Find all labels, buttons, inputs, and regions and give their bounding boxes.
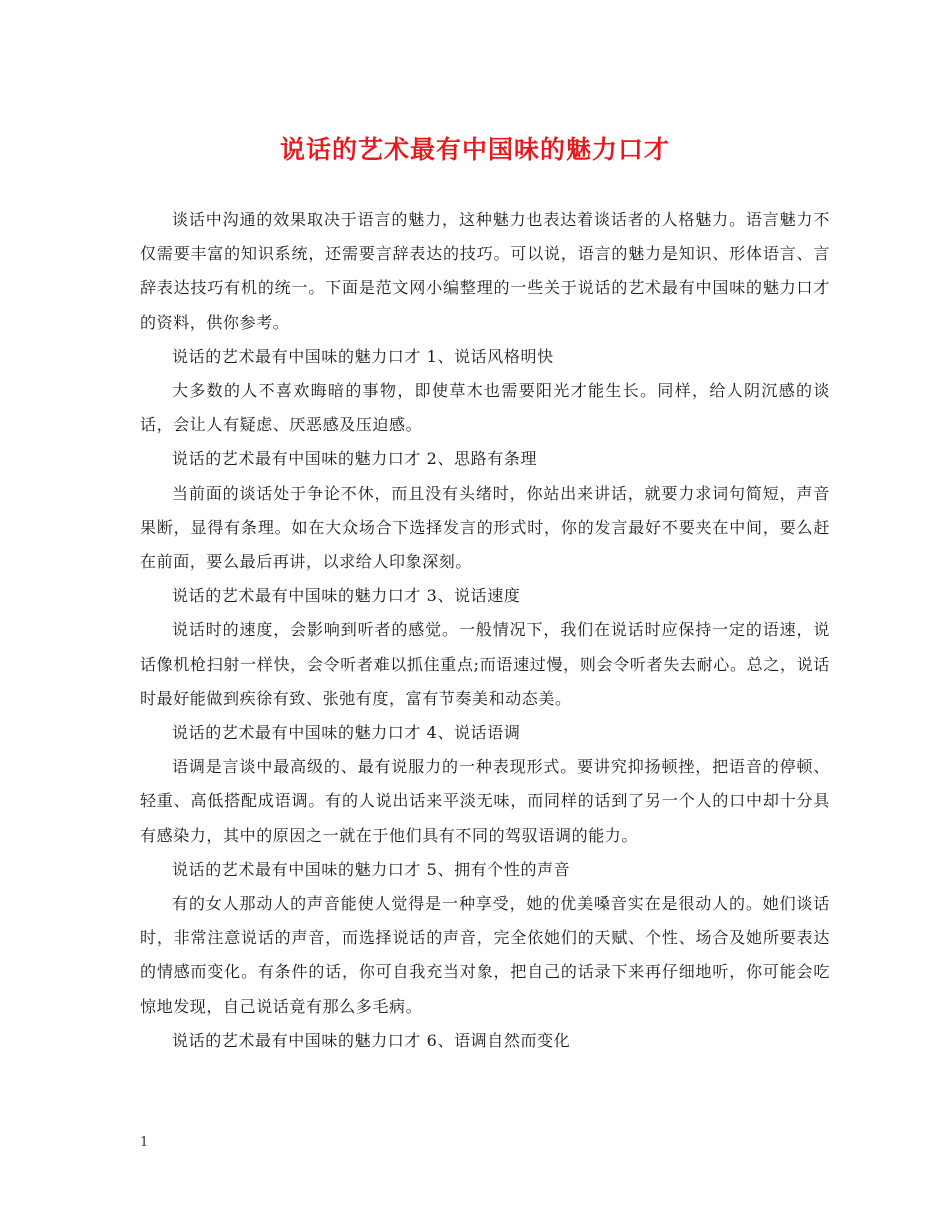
section-body-4: 语调是言谈中最高级的、最有说服力的一种表现形式。要讲究抑扬顿挫，把语音的停顿、轻重、高低搭配成语调。有的人说出话来平淡无味，而同样的话到了另一个人的口中却十分具有感染力，其中的原因之一就在于他们具有不同的驾驭语调的能力。 bbox=[140, 757, 830, 845]
section-heading-3: 说话的艺术最有中国味的魅力口才 3、说话速度 bbox=[172, 586, 521, 606]
section-body-3: 说话时的速度，会影响到听者的感觉。一般情况下，我们在说话时应保持一定的语速，说话像机枪扫射一样快，会令听者难以抓住重点;而语速过慢，则会令听者失去耐心。总之，说话时最好能做到疾徐有致、张弛有度，富有节奏美和动态美。 bbox=[140, 620, 830, 708]
section-heading-1: 说话的艺术最有中国味的魅力口才 1、说话风格明快 bbox=[172, 346, 554, 366]
document-title: 说话的艺术最有中国味的魅力口才 bbox=[279, 135, 670, 164]
intro-paragraph: 谈话中沟通的效果取决于语言的魅力，这种魅力也表达着谈话者的人格魅力。语言魅力不仅需要丰富的知识系统，还需要言辞表达的技巧。可以说，语言的魅力是知识、形体语言、言辞表达技巧有机的统一。下面是范文网小编整理的一些关于说话的艺术最有中国味的魅力口才的资料，供你参考。 bbox=[140, 210, 830, 332]
section-heading-5: 说话的艺术最有中国味的魅力口才 5、拥有个性的声音 bbox=[172, 859, 571, 879]
section-heading-6: 说话的艺术最有中国味的魅力口才 6、语调自然而变化 bbox=[172, 1030, 571, 1050]
document-body bbox=[140, 203, 830, 1058]
section-body-5: 有的女人那动人的声音能使人觉得是一种享受，她的优美嗓音实在是很动人的。她们谈话时，非常注意说话的声音，而选择说话的声音，完全依她们的天赋、个性、场合及她所要表达的情感而变化。有条件的话，你可自我充当对象，把自己的话录下来再仔细地听，你可能会吃惊地发现，自己说话竟有那么多毛病。 bbox=[140, 894, 830, 1016]
section-body-1: 大多数的人不喜欢晦暗的事物，即使草木也需要阳光才能生长。同样，给人阴沉感的谈话，会让人有疑虑、厌恶感及压迫感。 bbox=[140, 381, 830, 435]
page-number: 1 bbox=[140, 1135, 149, 1150]
section-heading-4: 说话的艺术最有中国味的魅力口才 4、说话语调 bbox=[172, 723, 521, 743]
section-body-2: 当前面的谈话处于争论不休，而且没有头绪时，你站出来讲话，就要力求词句简短，声音果断，显得有条理。如在大众场合下选择发言的形式时，你的发言最好不要夹在中间，要么赶在前面，要么最后再讲，以求给人印象深刻。 bbox=[140, 483, 830, 572]
section-heading-2: 说话的艺术最有中国味的魅力口才 2、思路有条理 bbox=[172, 449, 538, 469]
